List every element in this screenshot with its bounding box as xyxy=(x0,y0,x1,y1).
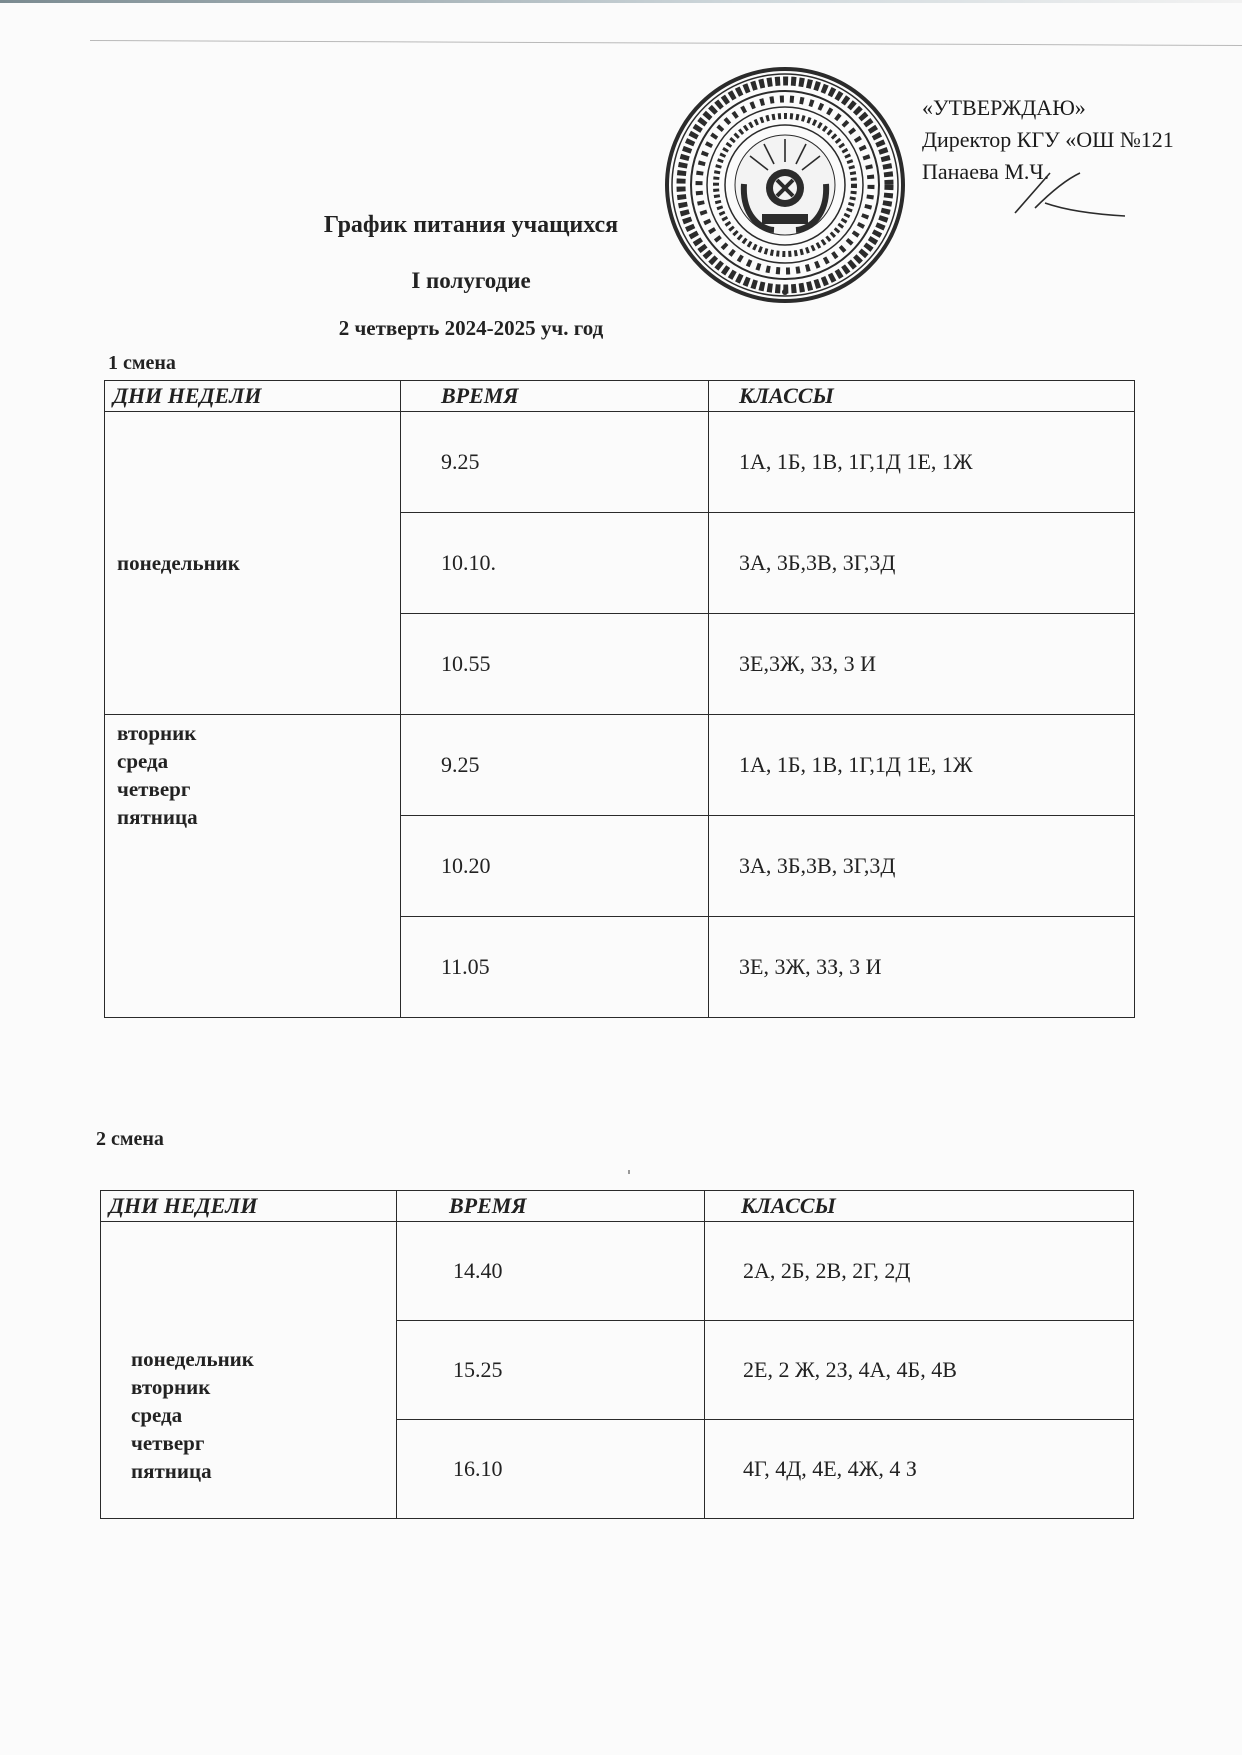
classes-cell: 4Г, 4Д, 4Е, 4Ж, 4 З xyxy=(705,1420,1134,1519)
official-stamp xyxy=(664,64,906,306)
day-label: понедельник xyxy=(131,1347,254,1371)
day-label: пятница xyxy=(117,805,198,829)
shift-2-label: 2 смена xyxy=(96,1128,164,1150)
column-header-time: ВРЕМЯ xyxy=(401,381,709,412)
scan-line xyxy=(90,40,1242,46)
column-header-time: ВРЕМЯ xyxy=(397,1191,705,1222)
classes-cell: 2А, 2Б, 2В, 2Г, 2Д xyxy=(705,1222,1134,1321)
time-cell: 10.10. xyxy=(401,513,709,614)
time-cell: 9.25 xyxy=(401,412,709,513)
director-signature xyxy=(1010,168,1130,218)
approval-position: Директор КГУ «ОШ №121 xyxy=(922,127,1174,152)
day-cell-monday xyxy=(105,412,401,715)
shift-2-table xyxy=(100,1190,1134,1519)
day-label: среда xyxy=(117,749,169,773)
day-cell-tue-fri xyxy=(105,715,401,1018)
classes-cell: 3А, 3Б,3В, 3Г,3Д xyxy=(709,816,1135,917)
table-row xyxy=(101,1222,1134,1321)
classes-cell: 3Е,3Ж, 3З, 3 И xyxy=(709,614,1135,715)
table-header-row xyxy=(101,1191,1134,1222)
scan-edge xyxy=(0,0,1242,3)
classes-cell: 2Е, 2 Ж, 2З, 4А, 4Б, 4В xyxy=(705,1321,1134,1420)
time-cell: 15.25 xyxy=(397,1321,705,1420)
table-header-row xyxy=(105,381,1135,412)
shift-1-table xyxy=(104,380,1135,1018)
column-header-classes: КЛАССЫ xyxy=(705,1191,1134,1222)
classes-cell: 1А, 1Б, 1В, 1Г,1Д 1Е, 1Ж xyxy=(709,412,1135,513)
day-label: среда xyxy=(131,1403,183,1427)
table-row xyxy=(105,412,1135,513)
day-label: понедельник xyxy=(117,551,240,575)
classes-cell: 3Е, 3Ж, 3З, 3 И xyxy=(709,917,1135,1018)
table-row xyxy=(105,715,1135,816)
shift-1-label: 1 смена xyxy=(108,352,176,374)
document-title: График питания учащихся xyxy=(323,212,619,238)
time-cell: 16.10 xyxy=(397,1420,705,1519)
column-header-days: ДНИ НЕДЕЛИ xyxy=(105,381,401,412)
half-year-label: I полугодие xyxy=(411,268,531,293)
time-cell: 10.20 xyxy=(401,816,709,917)
column-header-days: ДНИ НЕДЕЛИ xyxy=(101,1191,397,1222)
time-cell: 9.25 xyxy=(401,715,709,816)
column-header-classes: КЛАССЫ xyxy=(709,381,1135,412)
approval-heading: «УТВЕРЖДАЮ» xyxy=(922,95,1086,120)
time-cell: 14.40 xyxy=(397,1222,705,1321)
time-cell: 10.55 xyxy=(401,614,709,715)
quarter-label: 2 четверть 2024-2025 уч. год xyxy=(338,316,604,340)
day-label: пятница xyxy=(131,1459,212,1483)
emblem-icon xyxy=(735,135,835,235)
scan-speck xyxy=(628,1170,630,1174)
day-label: четверг xyxy=(117,777,191,801)
time-cell: 11.05 xyxy=(401,917,709,1018)
day-label: вторник xyxy=(117,721,197,745)
approval-name: Панаева М.Ч. xyxy=(922,159,1050,184)
day-label: четверг xyxy=(131,1431,205,1455)
day-cell-mon-fri xyxy=(101,1222,397,1519)
classes-cell: 1А, 1Б, 1В, 1Г,1Д 1Е, 1Ж xyxy=(709,715,1135,816)
day-label: вторник xyxy=(131,1375,211,1399)
classes-cell: 3А, 3Б,3В, 3Г,3Д xyxy=(709,513,1135,614)
